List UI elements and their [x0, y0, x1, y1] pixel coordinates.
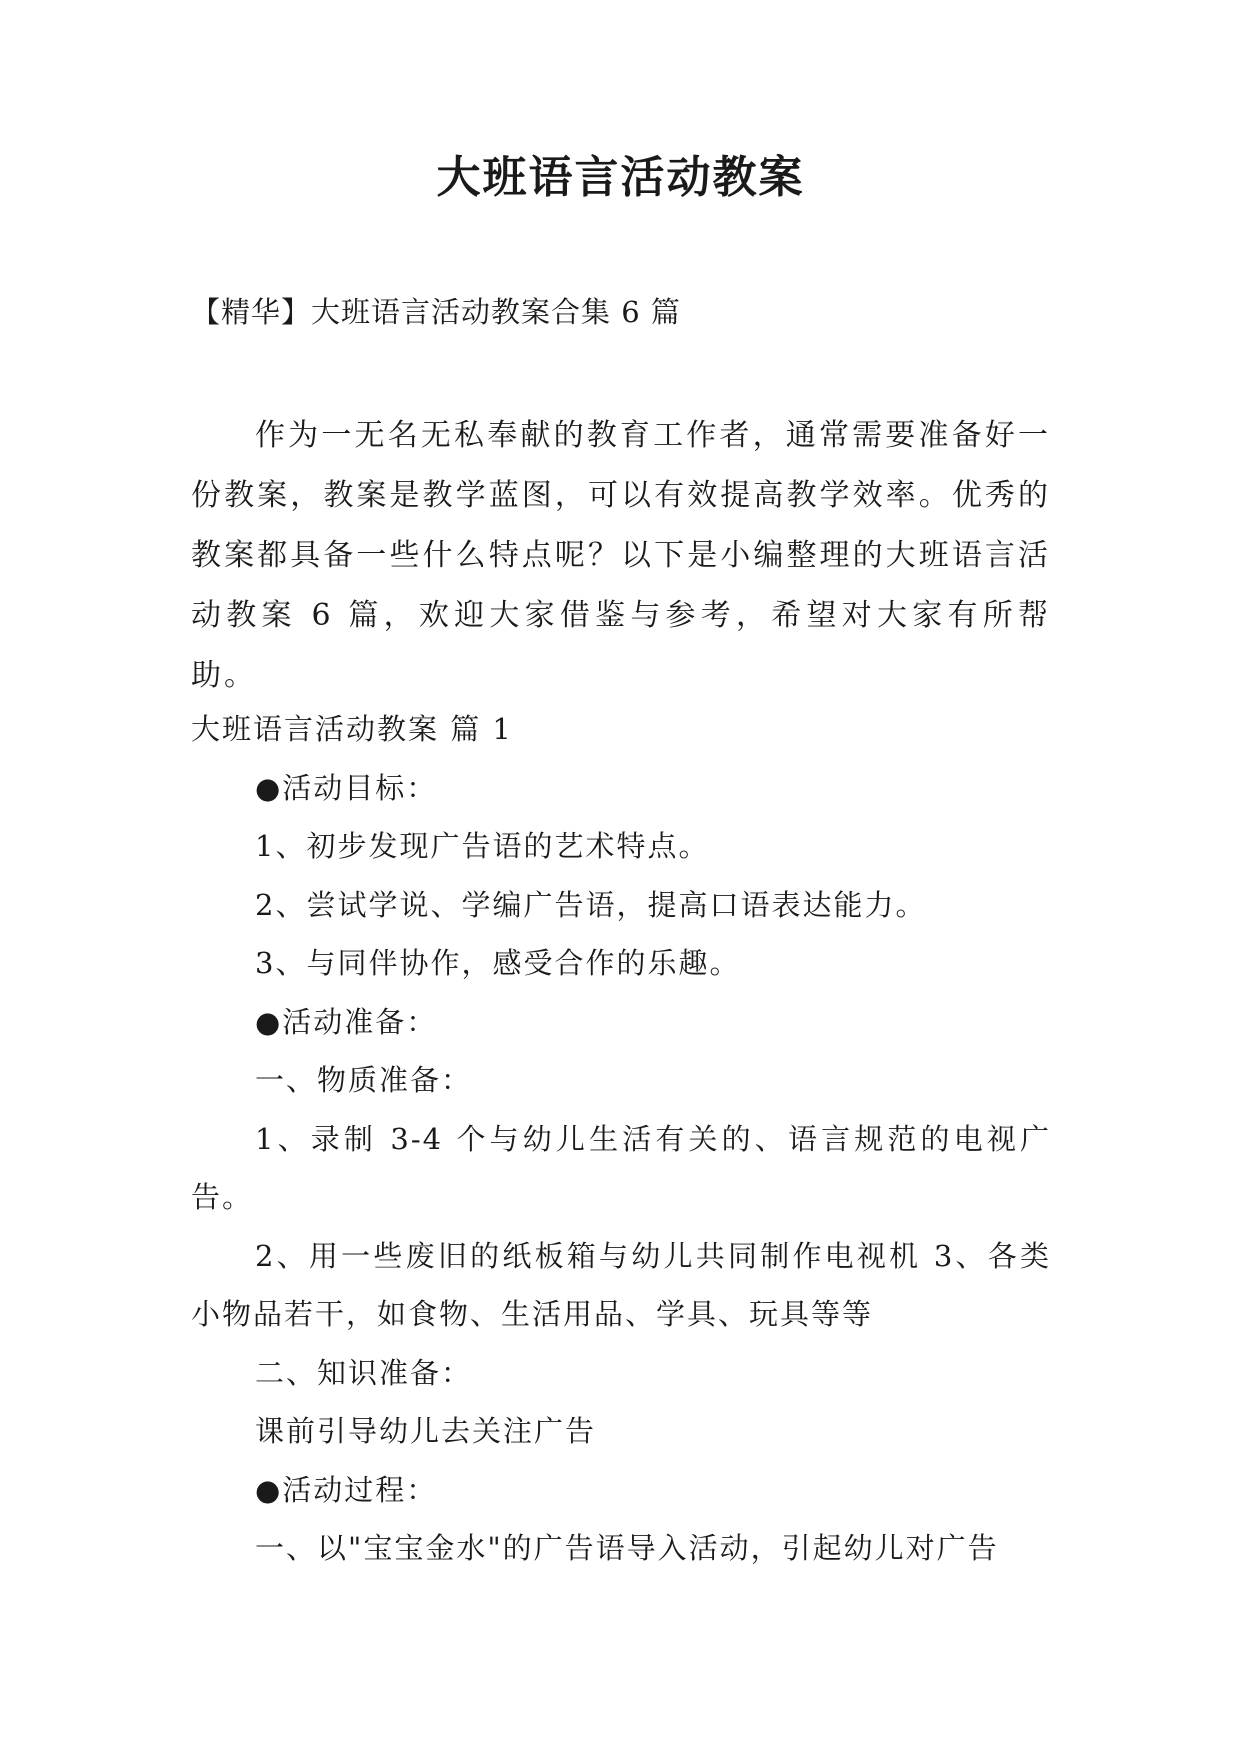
subheading-knowledge-preparation: 二、知识准备：	[255, 1355, 473, 1390]
goal-item: 3、与同伴协作，感受合作的乐趣。	[255, 946, 741, 980]
intro-paragraph: 作为一无名无私奉献的教育工作者，通常需要准备好一份教案，教案是教学蓝图，可以有效提高教学效率。优秀的教案都具备一些什么特点呢？以下是小编整理的大班语言活动教案 6 篇，欢迎大家借鉴与参考，希望对大家有所帮助。	[191, 418, 1051, 693]
preparation-item: 1、录制 3-4 个与幼儿生活有关的、语言规范的电视广告。	[191, 1121, 1051, 1214]
preparation-item: 2、用一些废旧的纸板箱与幼儿共同制作电视机 3、各类小物品若干，如食物、生活用品、学具、玩具等等	[191, 1238, 1051, 1331]
lesson-body	[191, 700, 1051, 1578]
section-heading: 大班语言活动教案 篇 1	[191, 712, 513, 746]
subheading-material-preparation: 一、物质准备：	[255, 1063, 473, 1097]
document-title: 大班语言活动教案	[436, 152, 805, 203]
goal-item: 1、初步发现广告语的艺术特点。	[255, 829, 710, 863]
heading-activity-process: ●活动过程：	[255, 1472, 438, 1507]
document-subtitle: 【精华】大班语言活动教案合集 6 篇	[191, 295, 681, 329]
process-item: 一、以"宝宝金水"的广告语导入活动，引起幼儿对广告	[255, 1531, 999, 1565]
goal-item: 2、尝试学说、学编广告语，提高口语表达能力。	[255, 887, 927, 922]
heading-activity-preparation: ●活动准备：	[255, 1004, 438, 1039]
heading-activity-goals: ●活动目标：	[255, 770, 438, 805]
preparation-item: 课前引导幼儿去关注广告	[255, 1414, 597, 1448]
